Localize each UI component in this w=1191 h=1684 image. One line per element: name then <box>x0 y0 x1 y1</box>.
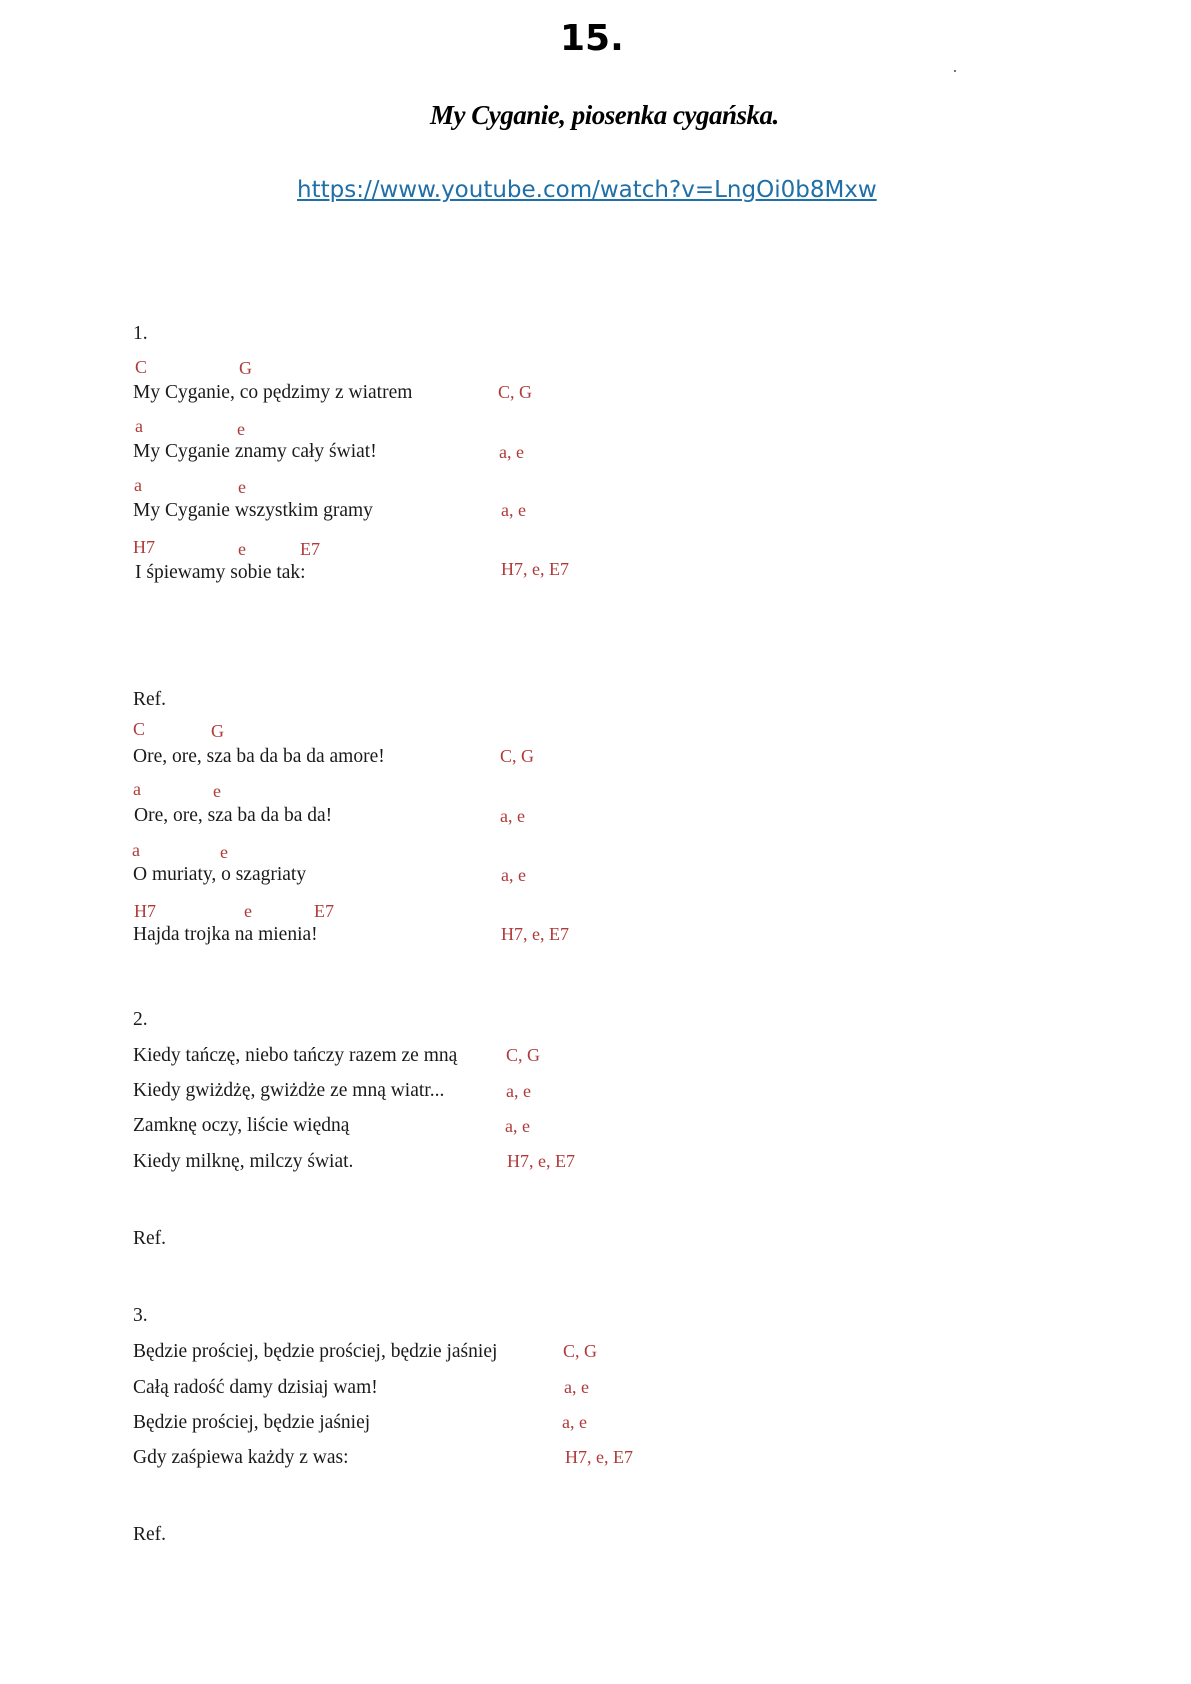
stray-dot <box>954 70 956 72</box>
lyric-line: O muriaty, o szagriaty <box>133 864 307 885</box>
lyric-line: Hajda trojka na mienia! <box>133 924 318 945</box>
chord-above: C <box>133 719 146 739</box>
chord-above: e <box>244 901 252 921</box>
chord-right: H7, e, E7 <box>501 559 569 579</box>
chord-above: a <box>133 779 141 799</box>
chord-right: a, e <box>564 1377 589 1397</box>
chord-right: C, G <box>500 746 535 766</box>
chord-above: e <box>213 781 221 801</box>
ref-label: Ref. <box>133 1228 167 1249</box>
lyric-line: Będzie prościej, będzie prościej, będzie jaśniej <box>133 1341 498 1362</box>
chord-above: e <box>238 477 246 497</box>
chord-right: C, G <box>498 382 533 402</box>
chord-above: E7 <box>314 901 334 921</box>
chord-right: C, G <box>506 1045 541 1065</box>
chord-right: H7, e, E7 <box>565 1447 633 1467</box>
lyric-line: Ore, ore, sza ba da ba da! <box>134 805 333 826</box>
lyric-line: Całą radość damy dzisiaj wam! <box>133 1377 378 1398</box>
chord-above: C <box>135 357 148 377</box>
chord-above: e <box>237 419 245 439</box>
lyric-line: Gdy zaśpiewa każdy z was: <box>133 1447 349 1468</box>
lyric-line: I śpiewamy sobie tak: <box>135 562 306 583</box>
lyric-line: Ore, ore, sza ba da ba da amore! <box>133 746 385 767</box>
song-number: 15. <box>560 18 624 59</box>
chord-above: a <box>135 416 143 436</box>
chord-right: a, e <box>501 865 526 885</box>
refrain-label: Ref. <box>133 689 167 710</box>
lyric-line: My Cyganie wszystkim gramy <box>133 500 373 521</box>
chord-right: a, e <box>501 500 526 520</box>
song-title: My Cyganie, piosenka cygańska. <box>430 100 779 130</box>
lyric-line: My Cyganie, co pędzimy z wiatrem <box>133 382 413 403</box>
chord-right: a, e <box>499 442 524 462</box>
lyric-line: My Cyganie znamy cały świat! <box>133 441 377 462</box>
verse-3-label: 3. <box>133 1305 148 1326</box>
chord-above: E7 <box>300 539 320 559</box>
youtube-link[interactable]: https://www.youtube.com/watch?v=LngOi0b8Mxw <box>297 177 877 203</box>
chord-right: a, e <box>505 1116 530 1136</box>
chord-above: H7 <box>134 901 156 921</box>
lyric-line: Będzie prościej, będzie jaśniej <box>133 1412 371 1433</box>
chord-right: a, e <box>506 1081 531 1101</box>
chord-right: a, e <box>562 1412 587 1432</box>
chord-above: a <box>134 475 142 495</box>
lyric-line: Kiedy tańczę, niebo tańczy razem ze mną <box>133 1045 458 1066</box>
lyric-line: Kiedy gwiżdżę, gwiżdże ze mną wiatr... <box>133 1080 445 1101</box>
chord-right: H7, e, E7 <box>501 924 569 944</box>
chord-above: e <box>220 842 228 862</box>
chord-above: G <box>239 358 252 378</box>
chord-right: C, G <box>563 1341 598 1361</box>
chord-right: a, e <box>500 806 525 826</box>
lyric-line: Zamknę oczy, liście więdną <box>133 1115 350 1136</box>
chord-above: e <box>238 539 246 559</box>
chord-above: a <box>132 840 140 860</box>
verse-1-label: 1. <box>133 323 148 344</box>
lyric-line: Kiedy milknę, milczy świat. <box>133 1151 354 1172</box>
chord-right: H7, e, E7 <box>507 1151 575 1171</box>
verse-2-label: 2. <box>133 1009 148 1030</box>
ref-label: Ref. <box>133 1524 167 1545</box>
chord-above: H7 <box>133 537 155 557</box>
chord-above: G <box>211 721 224 741</box>
